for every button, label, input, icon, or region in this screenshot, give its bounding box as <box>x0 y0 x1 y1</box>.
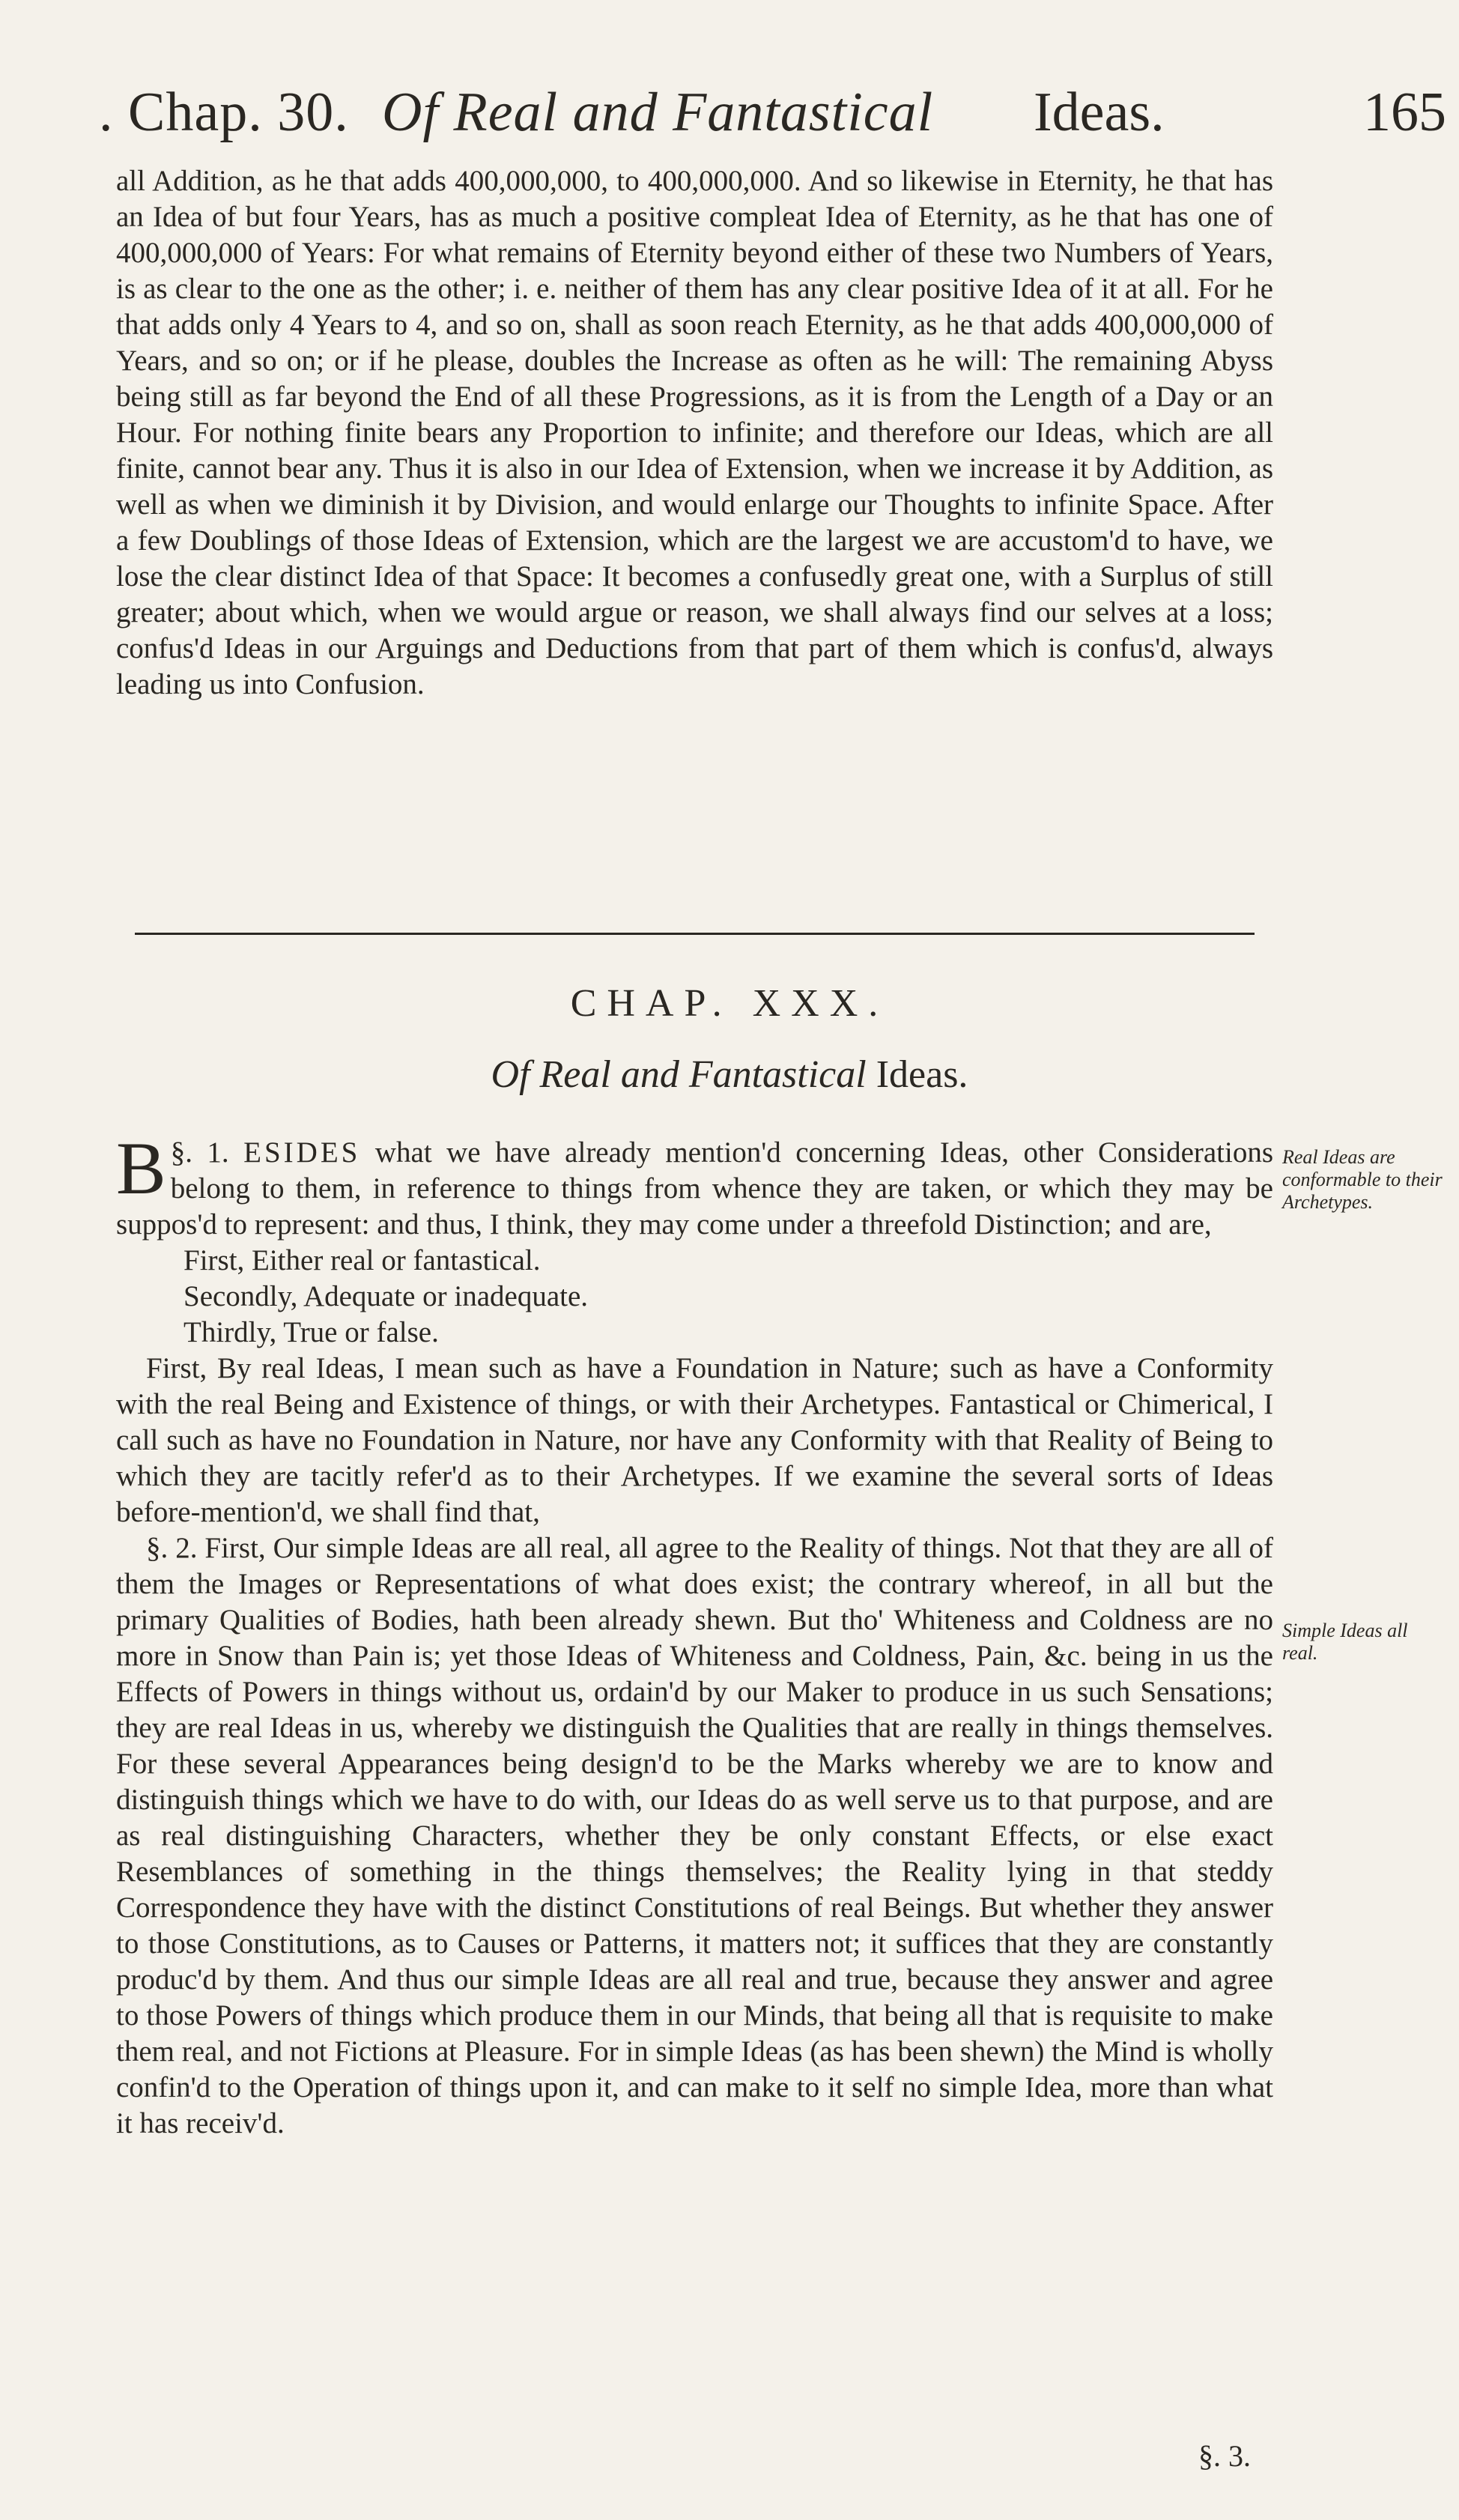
chapter-subtitle-italic: Of Real and Fantastical <box>491 1053 867 1096</box>
continued-paragraph-block <box>116 163 1273 703</box>
header-chapter-label: . Chap. 30. <box>99 82 349 143</box>
drop-cap: B <box>116 1127 166 1210</box>
section-1-number: §. 1. <box>170 1136 229 1169</box>
section-2-number: §. 2. <box>146 1532 198 1564</box>
running-header <box>90 81 1459 163</box>
section-2-paragraph <box>116 1530 1273 2142</box>
margin-note-simple-ideas: Simple Ideas all real. <box>1282 1620 1408 1664</box>
margin-note-real-ideas: Real Ideas are conformable to their Archetypes. <box>1282 1146 1443 1213</box>
section-1-text: what we have already mention'd concerning Ideas, other Considerations belong to them, in reference to things from whence they are taken, or which they may be suppos'd to represent: and thus, I think, they may come under a threefold Distinction; and are, <box>116 1136 1274 1241</box>
page-number: 165 <box>1363 82 1446 143</box>
list-item-third: Thirdly, True or false. <box>183 1316 439 1348</box>
header-ideas-word: Ideas. <box>1034 82 1165 143</box>
section-1-caps: ESIDES <box>243 1136 361 1169</box>
chapter-divider-rule <box>135 933 1255 935</box>
list-item-second: Secondly, Adequate or inadequate. <box>183 1280 589 1312</box>
chapter-body <box>116 1127 1274 2142</box>
chapter-subtitle-plain: Ideas. <box>876 1053 968 1096</box>
header-title: Of Real and Fantastical <box>382 82 934 143</box>
catchword: §. 3. <box>1198 2439 1251 2473</box>
first-definition-paragraph: First, By real Ideas, I mean such as have a Foundation in Nature; such as have a Conformity with the real Being and Existence of things, or with their Archetypes. Fantastical or Chimerical, I call such as have no Foundation in Nature, nor have any Conformity with that Reality of Being to which they are tacitly refer'd as to their Archetypes. If we examine the several sorts of Ideas before-mention'd, we shall find that, <box>116 1352 1273 1528</box>
list-item-first: First, Either real or fantastical. <box>183 1244 541 1276</box>
chapter-subtitle <box>0 1052 1459 1097</box>
continued-paragraph: all Addition, as he that adds 400,000,000, to 400,000,000. And so likewise in Eternity, he that has an Idea of but four Years, has as much a positive compleat Idea of Eternity, as he that has one of 400,000,000 of Years: For what remains of Eternity beyond either of these two Numbers of Years, is as clear to the one as the other; i. e. neither of them has any clear positive Idea of it at all. For he that adds only 4 Years to 4, and so on, shall as soon reach Eternity, as he that adds 400,000,000 of Years, and so on; or if he please, doubles the Increase as often as he will: The remaining Abyss being still as far beyond the End of all these Progressions, as it is from the Length of a Day or an Hour. For nothing finite bears any Proportion to infinite; and therefore our Ideas, which are all finite, cannot bear any. Thus it is also in our Idea of Extension, when we increase it by Addition, as well as when we diminish it by Division, and would enlarge our Thoughts to infinite Space. After a few Doublings of those Ideas of Extension, which are the largest we are accustom'd to have, we lose the clear distinct Idea of that Space: It becomes a confusedly great one, with a Surplus of still greater; about which, when we would argue or reason, we shall always find our selves at a loss; confus'd Ideas in our Arguings and Deductions from that part of them which is confus'd, always leading us into Confusion. <box>116 165 1273 700</box>
chapter-heading: CHAP. XXX. <box>570 982 889 1025</box>
section-2-text: First, Our simple Ideas are all real, all agree to the Reality of things. Not that they are all of them the Images or Representations of what does exist; the contrary whereof, in all but the primary Qualities of Bodies, hath been already shewn. But tho' Whiteness and Coldness are no more in Snow than Pain is; yet those Ideas of Whiteness and Coldness, Pain, &c. being in us the Effects of Powers in things without us, ordain'd by our Maker to produce in us such Sensations; they are real Ideas in us, whereby we distinguish the Qualities that are really in things themselves. For these several Appearances being design'd to be the Marks whereby we are to know and distinguish things which we have to do with, our Ideas do as well serve us to that purpose, and are as real distinguishing Characters, whether they be only constant Effects, or else exact Resemblances of something in the things themselves; the Reality lying in that steddy Correspondence they have with the distinct Constitutions of real Beings. But whether they answer to those Constitutions, as to Causes or Patterns, it matters not; it suffices that they are constantly produc'd by them. And thus our simple Ideas are all real and true, because they answer and agree to those Powers of things which produce them in our Minds, that being all that is requisite to make them real, and not Fictions at Pleasure. For in simple Ideas (as has been shewn) the Mind is wholly confin'd to the Operation of things upon it, and can make to it self no simple Idea, more than what it has receiv'd. <box>116 1532 1274 2139</box>
section-1-paragraph <box>116 1127 1274 1243</box>
